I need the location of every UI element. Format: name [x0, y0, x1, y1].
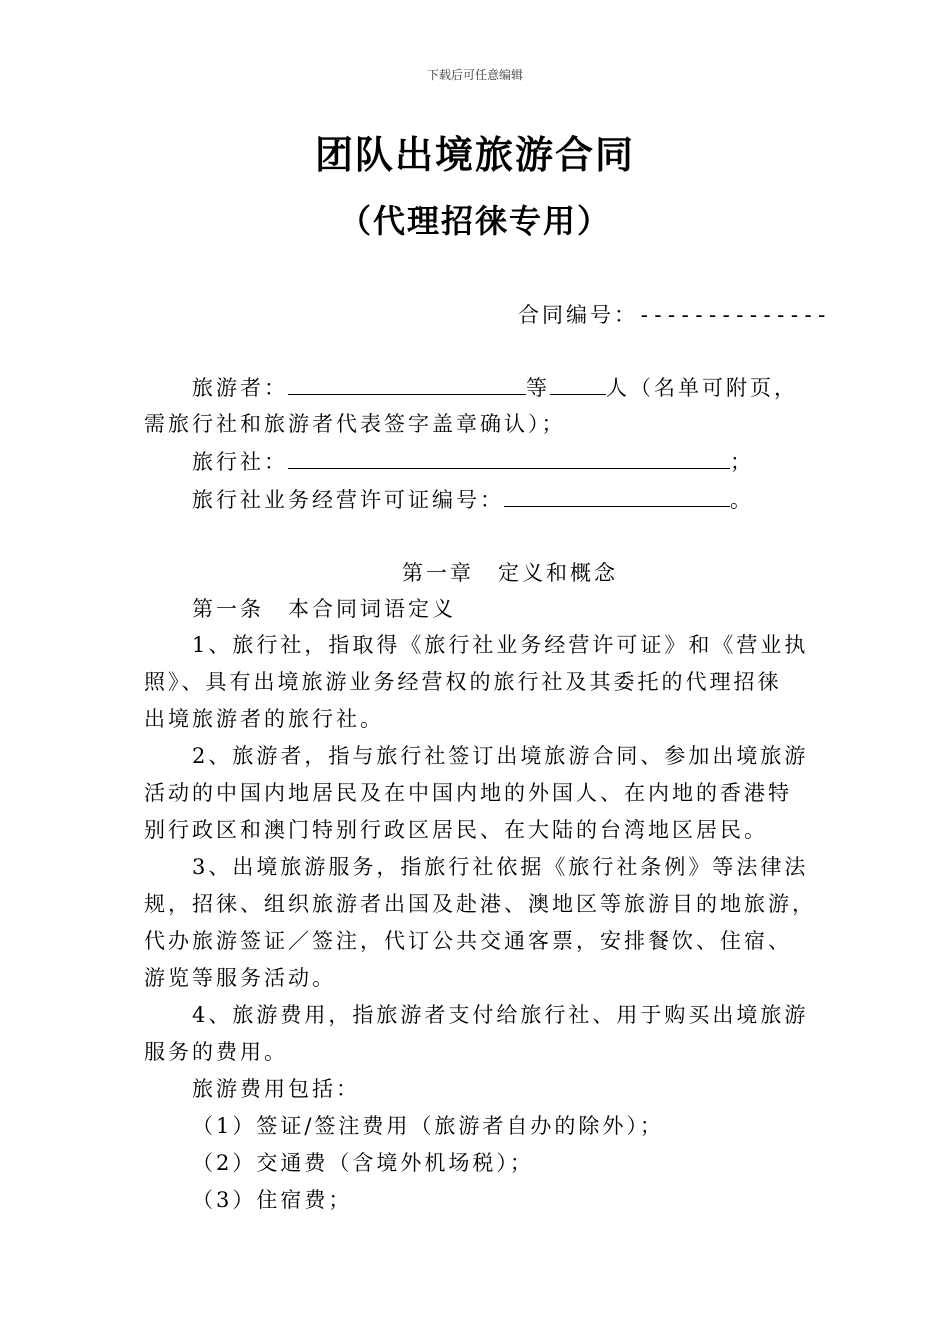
tourist-mid-label: 等 — [526, 376, 550, 400]
contract-number-line — [518, 300, 829, 330]
agency-label: 旅行社： — [192, 450, 288, 474]
chapter-heading: 第一章 定义和概念 — [402, 561, 618, 585]
tourist-count-blank[interactable] — [550, 372, 606, 395]
body-line: 服务的费用。 — [144, 1040, 288, 1064]
agency-end: ； — [730, 450, 754, 474]
license-number-blank[interactable] — [504, 484, 730, 507]
list-item: （1）签证/签注费用（旅游者自办的除外）； — [192, 1114, 664, 1138]
body-line: 活动的中国内地居民及在中国内地的外国人、在内地的香港特 — [144, 781, 792, 805]
tourist-tail-label: 人（名单可附页， — [606, 376, 798, 400]
body-line: 别行政区和澳门特别行政区居民、在大陆的台湾地区居民。 — [144, 818, 768, 842]
body-line: 代办旅游签证／签注，代订公共交通客票，安排餐饮、住宿、 — [144, 929, 792, 953]
body-line: 旅游费用包括： — [192, 1077, 360, 1101]
body-line: 出境旅游者的旅行社。 — [144, 707, 384, 731]
agency-line — [192, 446, 754, 477]
tourist-line — [192, 372, 798, 403]
agency-name-blank[interactable] — [288, 446, 730, 469]
body-line: 游览等服务活动。 — [144, 966, 336, 990]
contract-number-label: 合同编号： — [518, 303, 638, 327]
body-line: 1、旅行社，指取得《旅行社业务经营许可证》和《营业执 — [192, 633, 809, 657]
license-end: 。 — [730, 488, 754, 512]
document-title: 团队出境旅游合同 — [314, 132, 635, 177]
tourist-name-blank[interactable] — [288, 372, 526, 395]
document-subtitle: （代理招徕专用） — [338, 202, 611, 240]
tourist-label: 旅游者： — [192, 376, 288, 400]
license-label: 旅行社业务经营许可证编号： — [192, 488, 504, 512]
contract-number-value: -------------- — [638, 303, 830, 327]
body-line: 4、旅游费用，指旅游者支付给旅行社、用于购买出境旅游 — [192, 1003, 809, 1027]
body-line: 规，招徕、组织旅游者出国及赴港、澳地区等旅游目的地旅游， — [144, 892, 816, 916]
header-note: 下载后可任意编辑 — [426, 68, 523, 82]
article-heading: 第一条 本合同词语定义 — [192, 597, 456, 621]
body-line: 3、出境旅游服务，指旅行社依据《旅行社条例》等法律法 — [192, 855, 809, 879]
list-item: （2）交通费（含境外机场税）； — [192, 1151, 534, 1175]
body-line: 2、旅游者，指与旅行社签订出境旅游合同、参加出境旅游 — [192, 744, 809, 768]
body-line: 照》、具有出境旅游业务经营权的旅行社及其委托的代理招徕 — [144, 670, 782, 694]
license-line — [192, 484, 754, 515]
list-item: （3）住宿费； — [192, 1188, 353, 1212]
tourist-line-cont: 需旅行社和旅游者代表签字盖章确认）； — [144, 412, 566, 436]
